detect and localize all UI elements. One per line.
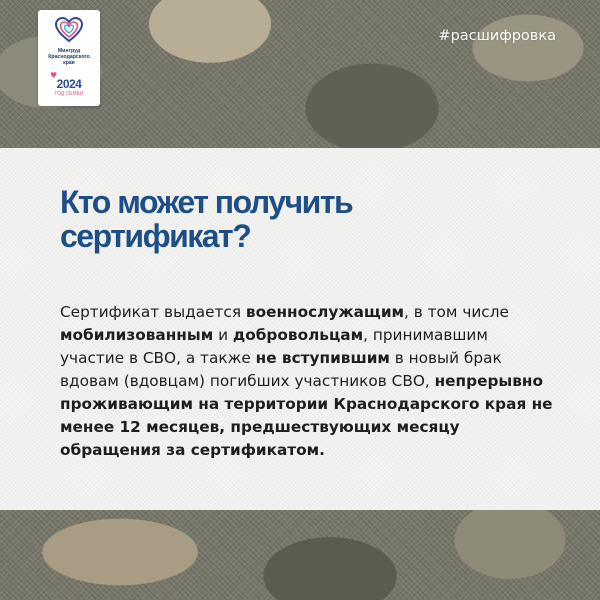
body-text-bold-segment: добровольцам xyxy=(232,326,364,344)
ministry-logo-card xyxy=(38,10,100,106)
page-title: Кто может получить сертификат? xyxy=(60,184,353,254)
body-text-segment: и xyxy=(213,326,233,344)
body-text-bold-segment: непрерывно проживающим на территории Краснодарского края не менее 12 месяцев, предшествующих месяцу обращения за сертификатом. xyxy=(60,372,553,459)
body-text-bold-segment: военнослужащим xyxy=(245,303,405,321)
small-heart-icon: ♥ xyxy=(50,71,58,80)
heart-logo-icon xyxy=(54,15,84,45)
body-paragraph xyxy=(60,301,555,462)
hashtag-label: #расшифровка xyxy=(438,28,556,44)
year-subtitle: ГОД СЕМЬИ xyxy=(54,91,84,97)
body-text-bold-segment: мобилизованным xyxy=(60,326,214,344)
year-of-family-logo xyxy=(48,72,90,102)
body-text-segment: , принимавшим участие в СВО, а также xyxy=(60,326,488,367)
body-text-segment: в новый брак вдовам (вдовцам) погибших участников СВО, xyxy=(60,349,502,390)
ministry-name: Минтруд Краснодарского края xyxy=(48,48,90,66)
body-text-bold-segment: не вступившим xyxy=(255,349,390,367)
body-text-segment: , в том числе xyxy=(404,303,509,321)
body-text-segment: Сертификат выдается xyxy=(60,303,246,321)
year-number: 2024 xyxy=(56,77,82,91)
